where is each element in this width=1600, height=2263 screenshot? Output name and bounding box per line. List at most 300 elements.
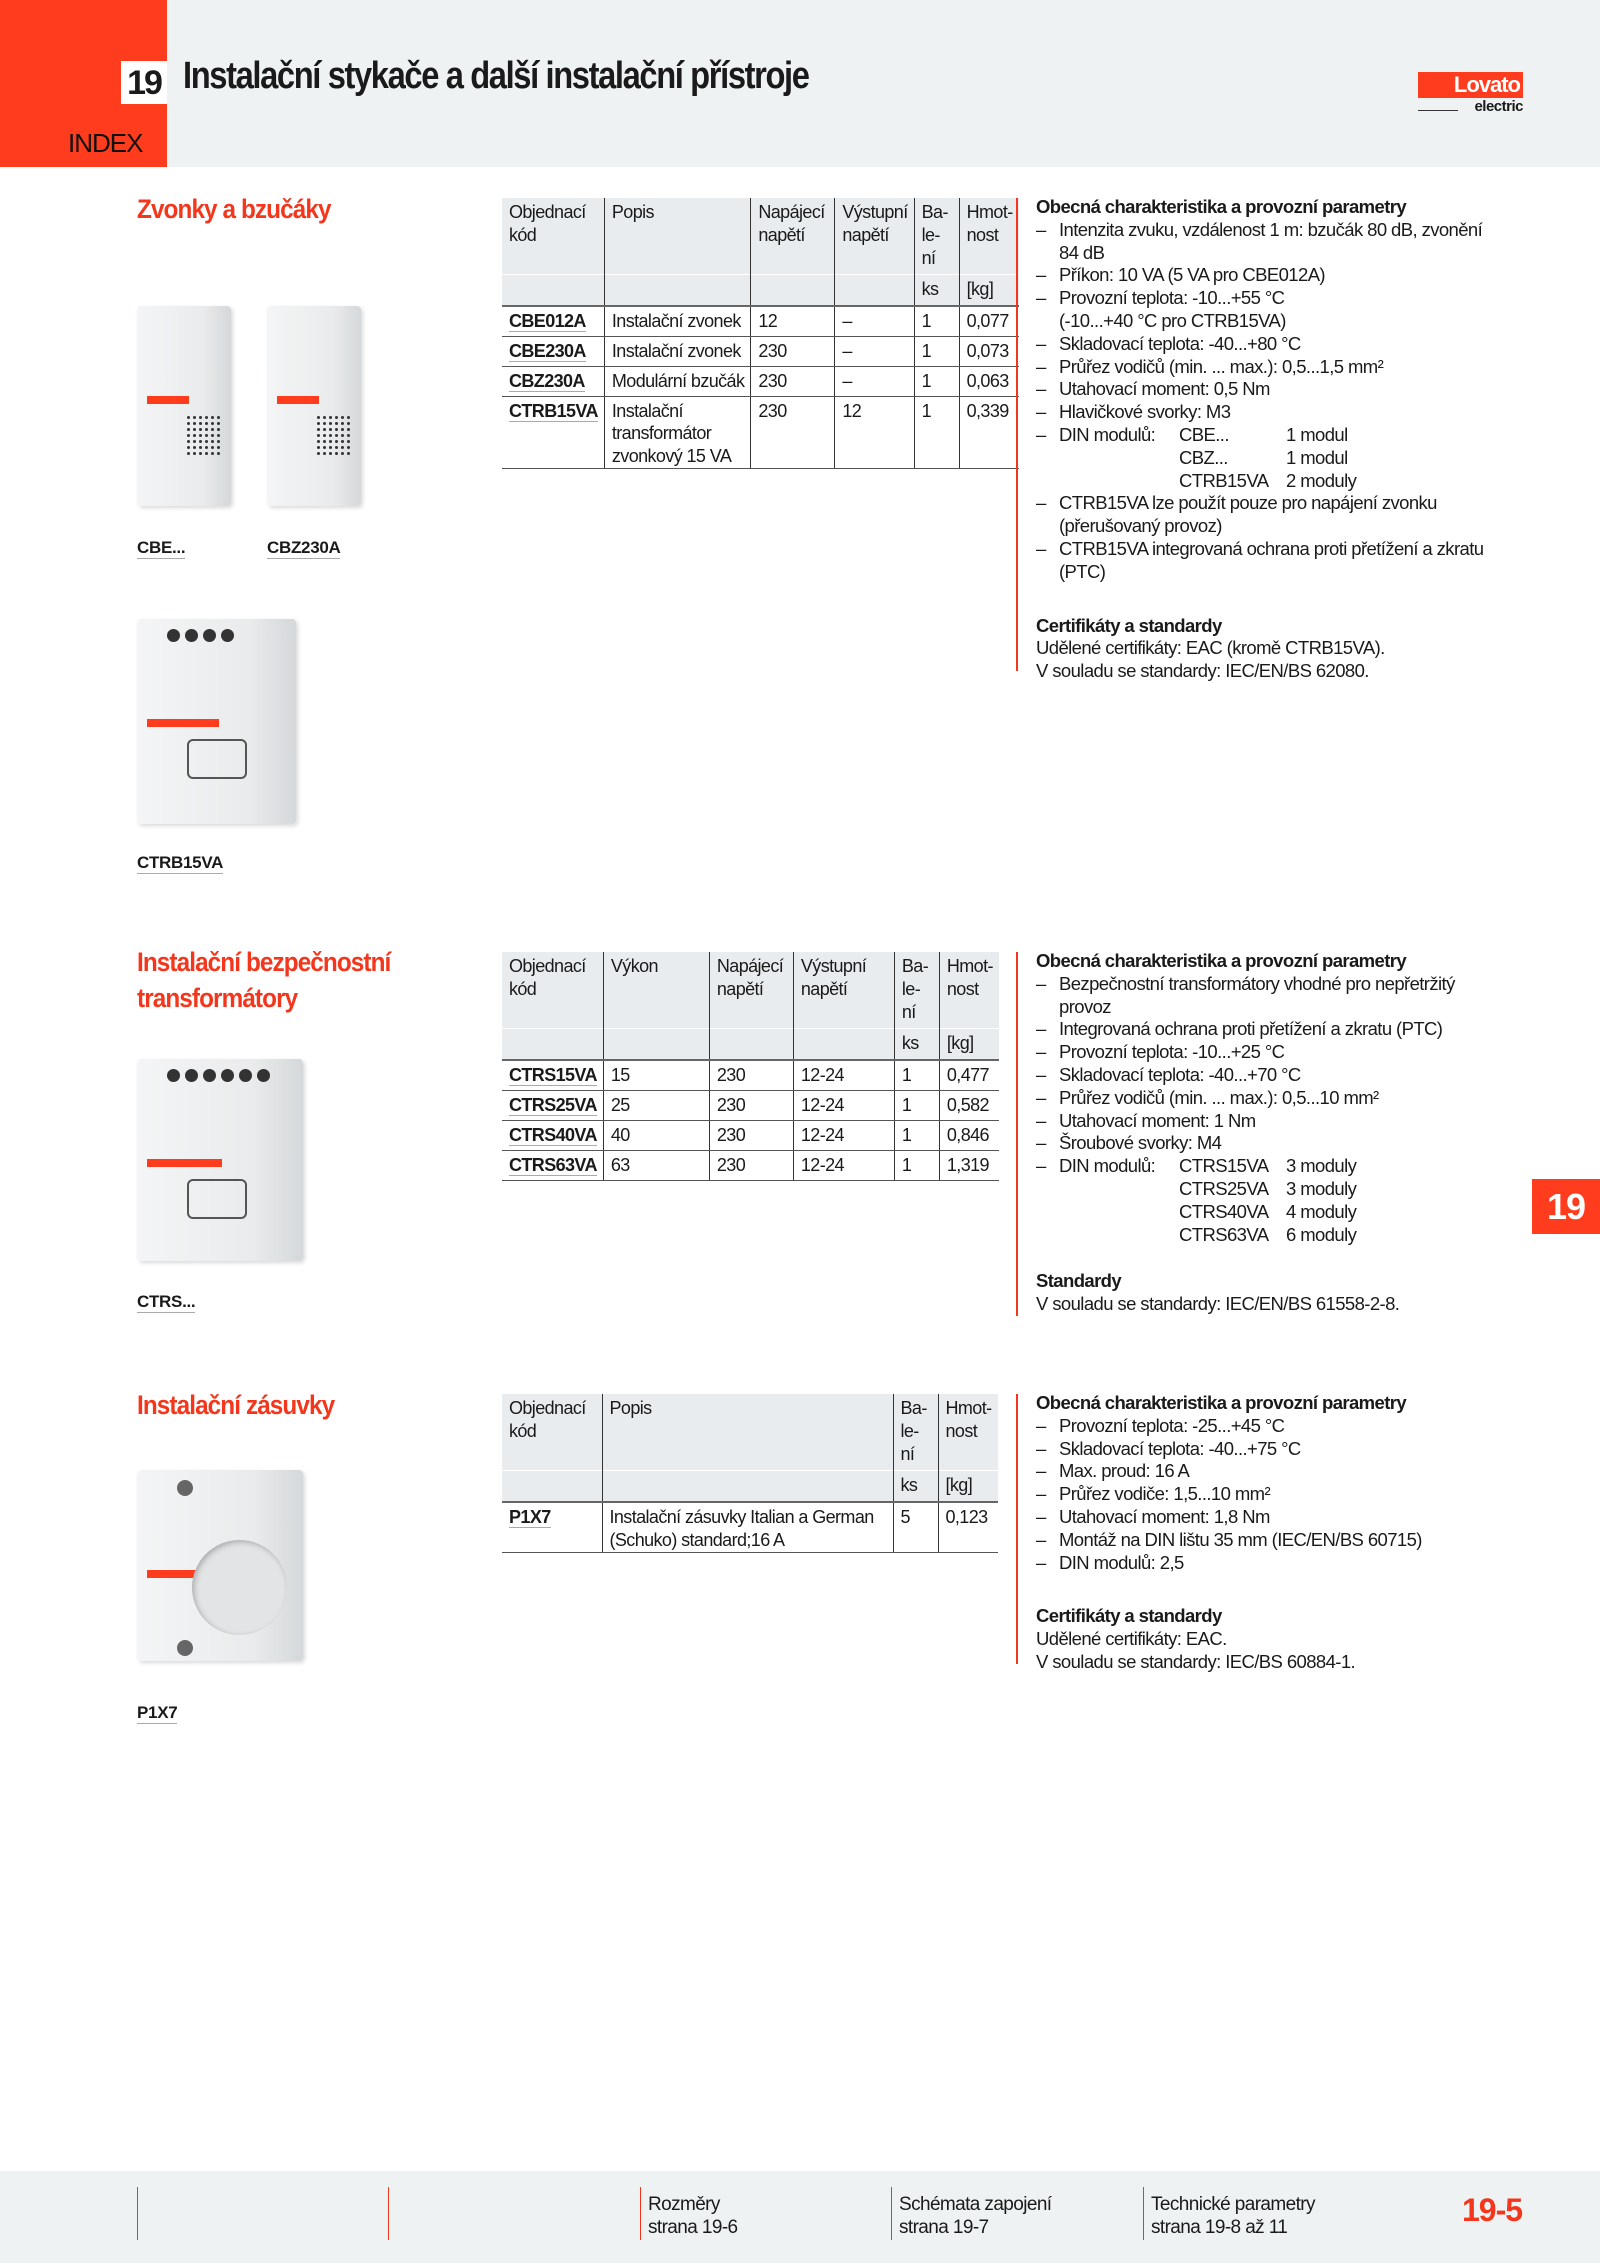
table-body (502, 1394, 998, 1552)
speaker-hole-icon (211, 446, 214, 449)
din-row (1059, 447, 1483, 470)
column-header-line: ní (901, 1001, 916, 1022)
bullet-dash-icon: – (1036, 1551, 1046, 1573)
bullet-dash-icon: – (1036, 1483, 1046, 1505)
bullet-dash-icon: – (1036, 218, 1046, 240)
column-header-line: napětí (758, 224, 805, 245)
table-cell (603, 1060, 709, 1090)
speaker-hole-icon (323, 434, 326, 437)
spec-line: Skladovací teplota: -40...+70 °C (1059, 1063, 1301, 1085)
bullet-dash-icon: – (1036, 287, 1046, 309)
bullet-dash-icon: – (1036, 423, 1046, 445)
table-cell (793, 1150, 894, 1180)
column-unit: ks (894, 1028, 939, 1060)
din-label (1059, 1224, 1179, 1247)
speaker-hole-icon (347, 446, 350, 449)
bullet-dash-icon: – (1036, 1528, 1046, 1550)
order-code-cell (502, 366, 604, 396)
table-cell (604, 336, 750, 366)
cell-line: 12-24 (800, 1094, 844, 1115)
spec-item (1036, 1110, 1455, 1133)
table-cell (894, 1150, 939, 1180)
cell-line: 1 (901, 1065, 912, 1085)
column-unit (502, 274, 604, 306)
order-code-cell (502, 1090, 603, 1120)
column-header-line: Hmot- (966, 202, 1013, 222)
lovato-badge-icon (277, 396, 319, 404)
spec-item (1036, 264, 1483, 287)
order-code-link[interactable]: P1X7 (509, 1507, 551, 1527)
speaker-hole-icon (347, 428, 350, 431)
lovato-badge-icon (147, 1159, 222, 1167)
section-divider (1016, 1394, 1018, 1664)
din-code: CTRS25VA (1179, 1177, 1269, 1199)
page-footer (0, 2171, 1600, 2263)
table-cell (751, 396, 835, 468)
terminal-screw-icon (167, 1069, 180, 1082)
table-header-row (502, 198, 1019, 274)
din-row (1059, 1178, 1455, 1201)
table-cell (939, 1150, 999, 1180)
column-unit: ks (914, 274, 959, 306)
product-table (502, 198, 1019, 469)
spec-item (1036, 401, 1483, 424)
bullet-dash-icon: – (1036, 1018, 1046, 1040)
column-header (602, 1394, 893, 1470)
product-label: CTRS... (137, 1292, 196, 1311)
column-header-line: nost (945, 1420, 978, 1441)
speaker-hole-icon (205, 416, 208, 419)
cell-line: 230 (758, 340, 787, 361)
table-cell (939, 1120, 999, 1150)
din-label (1059, 447, 1179, 470)
bullet-dash-icon: – (1036, 1414, 1046, 1436)
speaker-hole-icon (317, 422, 320, 425)
speaker-hole-icon (347, 440, 350, 443)
bullet-dash-icon: – (1036, 1437, 1046, 1459)
spec-line: 84 dB (1059, 241, 1105, 263)
footer-divider (891, 2187, 892, 2240)
table-cell (835, 366, 914, 396)
speaker-hole-icon (341, 446, 344, 449)
column-header-line: Objednací (509, 956, 586, 976)
column-header (604, 198, 750, 274)
table-cell (604, 306, 750, 336)
spec-item (1036, 1018, 1455, 1041)
bullet-dash-icon: – (1036, 1460, 1046, 1482)
column-unit (709, 1028, 793, 1060)
cell-line: – (842, 340, 852, 361)
lovato-badge-icon (147, 396, 189, 404)
speaker-hole-icon (205, 440, 208, 443)
column-header-line: Napájecí (758, 202, 825, 222)
footer-divider (388, 2187, 389, 2240)
cell-line: 0,582 (946, 1094, 989, 1115)
column-header (894, 952, 939, 1028)
footer-link-page: strana 19-7 (899, 2217, 989, 2238)
speaker-hole-icon (187, 422, 190, 425)
speaker-hole-icon (199, 434, 202, 437)
table-cell (709, 1090, 793, 1120)
column-header-line: ní (921, 247, 936, 268)
speaker-hole-icon (211, 434, 214, 437)
speaker-hole-icon (323, 452, 326, 455)
product-table (502, 952, 999, 1181)
page-number: 19-5 (1462, 2192, 1523, 2228)
order-code-link[interactable]: CTRS63VA (509, 1154, 597, 1175)
speaker-hole-icon (323, 428, 326, 431)
column-header-line: napětí (800, 978, 848, 999)
table-cell (835, 336, 914, 366)
table-cell (751, 366, 835, 396)
spec-item (1036, 1087, 1455, 1110)
cell-line: 1 (901, 1154, 912, 1175)
bullet-dash-icon: – (1036, 1041, 1046, 1063)
cert-heading: Certifikáty a standardy (1036, 1605, 1222, 1627)
order-code-cell (502, 1060, 603, 1090)
speaker-hole-icon (187, 452, 190, 455)
speaker-hole-icon (329, 416, 332, 419)
section-heading: Instalační bezpečnostní (137, 947, 391, 977)
cert-line: V souladu se standardy: IEC/BS 60884-1. (1036, 1650, 1356, 1672)
cell-line: (Schuko) standard;16 A (609, 1529, 785, 1550)
column-header (502, 952, 603, 1028)
product-image (137, 306, 231, 506)
order-code-cell (502, 1120, 603, 1150)
table-row (502, 1120, 999, 1150)
terminal-screw-icon (239, 1069, 252, 1082)
spec-line: Bezpečnostní transformátory vhodné pro nepřetržitý (1059, 972, 1455, 994)
table-cell (835, 396, 914, 468)
terminal-screw-icon (257, 1069, 270, 1082)
footer-link-dimensions[interactable] (648, 2193, 738, 2239)
bullet-dash-icon: – (1036, 1155, 1046, 1177)
column-header-line: nost (966, 224, 999, 245)
cell-line: 230 (716, 1065, 746, 1085)
speaker-hole-icon (341, 452, 344, 455)
cell-line: 1 (921, 370, 932, 391)
specifications (1036, 1392, 1422, 1674)
speaker-hole-icon (217, 446, 220, 449)
spec-item (1036, 1460, 1422, 1483)
speaker-hole-icon (341, 428, 344, 431)
column-unit: ks (893, 1470, 938, 1502)
bullet-dash-icon: – (1036, 378, 1046, 400)
bullet-dash-icon: – (1036, 355, 1046, 377)
table-row (502, 1502, 998, 1552)
speaker-hole-icon (335, 428, 338, 431)
cell-line: 0,077 (966, 311, 1009, 331)
table-cell (604, 366, 750, 396)
speaker-hole-icon (347, 422, 350, 425)
spec-item (1036, 538, 1483, 584)
cell-line: 0,063 (966, 370, 1009, 391)
cell-line: – (842, 311, 852, 331)
bullet-dash-icon: – (1036, 1063, 1046, 1085)
spec-line: Integrovaná ochrana proti přetížení a zkratu (PTC) (1059, 1018, 1443, 1040)
cell-line: 12-24 (800, 1154, 844, 1175)
column-header-line: Popis (611, 202, 654, 222)
din-row (1059, 1155, 1455, 1178)
table-cell (603, 1090, 709, 1120)
bullet-dash-icon: – (1036, 1086, 1046, 1108)
table-cell (709, 1060, 793, 1090)
column-header (502, 1394, 602, 1470)
section-heading: Instalační zásuvky (137, 1390, 335, 1420)
spec-line: (-10...+40 °C pro CTRB15VA) (1059, 309, 1286, 331)
speaker-hole-icon (217, 434, 220, 437)
footer-link-page: strana 19-8 až 11 (1151, 2217, 1288, 2238)
product-label: CBE... (137, 538, 186, 557)
din-row (1059, 1201, 1455, 1224)
footer-link-title: Rozměry (648, 2194, 720, 2215)
cell-line: 1 (921, 340, 932, 361)
column-unit (835, 274, 914, 306)
din-modules: 1 modul (1286, 423, 1348, 445)
speaker-hole-icon (329, 434, 332, 437)
terminal-screw-icon (221, 629, 234, 642)
cell-line: 12-24 (800, 1124, 844, 1145)
footer-link-page: strana 19-6 (648, 2217, 738, 2238)
cert-line: V souladu se standardy: IEC/EN/BS 61558-2-8. (1036, 1293, 1400, 1315)
speaker-hole-icon (211, 428, 214, 431)
bullet-dash-icon: – (1036, 1109, 1046, 1131)
order-code-link[interactable]: CBE230A (509, 340, 586, 361)
spec-line: Šroubové svorky: M4 (1059, 1132, 1222, 1154)
din-code: CTRS63VA (1179, 1223, 1269, 1245)
table-body (502, 952, 999, 1180)
spec-item (1036, 356, 1483, 379)
column-header-line: Popis (609, 1398, 652, 1418)
speaker-hole-icon (335, 452, 338, 455)
spec-item (1036, 1438, 1422, 1461)
speaker-hole-icon (187, 416, 190, 419)
speaker-hole-icon (217, 422, 220, 425)
column-unit (502, 1470, 602, 1502)
column-unit: [kg] (959, 274, 1019, 306)
order-code-link[interactable]: CTRS15VA (509, 1065, 597, 1085)
column-header-line: le- (921, 224, 940, 245)
cert-heading: Certifikáty a standardy (1036, 614, 1222, 636)
product-label: P1X7 (137, 1703, 178, 1722)
cell-line: 230 (716, 1124, 746, 1145)
column-header-line: ní (900, 1443, 915, 1464)
order-code-link[interactable]: CTRS25VA (509, 1094, 597, 1115)
product-label: CBZ230A (267, 538, 341, 557)
din-label: DIN modulů: (1059, 1155, 1156, 1177)
order-code-link[interactable]: CBE012A (509, 311, 586, 331)
order-code-cell (502, 306, 604, 336)
page-title: Instalační stykače a další instalační přístroje (183, 55, 809, 97)
product-table (502, 1394, 998, 1553)
speaker-hole-icon (217, 428, 220, 431)
spec-item (1036, 1132, 1455, 1155)
spec-line: CTRB15VA lze použít pouze pro napájení zvonku (1059, 492, 1437, 514)
cell-line: – (842, 370, 852, 391)
order-code-link[interactable]: CTRS40VA (509, 1124, 597, 1145)
speaker-hole-icon (329, 440, 332, 443)
cell-line: Instalační zásuvky Italian a German (609, 1507, 874, 1527)
din-row (1059, 1224, 1455, 1247)
spec-item (1036, 973, 1455, 1019)
column-header-line: Ba- (921, 202, 948, 222)
spec-line: CTRB15VA integrovaná ochrana proti přetížení a zkratu (1059, 537, 1484, 559)
bullet-dash-icon: – (1036, 332, 1046, 354)
column-unit (602, 1470, 893, 1502)
cell-line: 1 (921, 311, 932, 331)
cell-line: 40 (610, 1124, 630, 1145)
spec-line: Utahovací moment: 1 Nm (1059, 1109, 1256, 1131)
table-cell (793, 1060, 894, 1090)
speaker-hole-icon (205, 434, 208, 437)
index-link[interactable]: INDEX (68, 128, 143, 158)
spec-item (1036, 1506, 1422, 1529)
table-unit-row (502, 1028, 999, 1060)
speaker-hole-icon (199, 446, 202, 449)
table-cell (914, 366, 959, 396)
order-code-cell (502, 1150, 603, 1180)
bullet-dash-icon: – (1036, 264, 1046, 286)
speaker-hole-icon (205, 422, 208, 425)
speaker-hole-icon (187, 446, 190, 449)
speaker-hole-icon (187, 428, 190, 431)
speaker-hole-icon (317, 446, 320, 449)
table-cell (751, 306, 835, 336)
order-code-link[interactable]: CBZ230A (509, 370, 585, 391)
speaker-hole-icon (323, 416, 326, 419)
column-unit (502, 1028, 603, 1060)
table-cell (959, 336, 1019, 366)
table-cell (709, 1150, 793, 1180)
column-header-line: kód (509, 224, 537, 245)
spec-line: (PTC) (1059, 560, 1106, 582)
speaker-hole-icon (217, 440, 220, 443)
column-header (793, 952, 894, 1028)
speaker-hole-icon (199, 428, 202, 431)
column-header (939, 952, 999, 1028)
speaker-hole-icon (217, 416, 220, 419)
spec-item (1036, 424, 1483, 492)
column-header-line: Napájecí (716, 956, 784, 976)
speaker-hole-icon (211, 452, 214, 455)
column-header (603, 952, 709, 1028)
logo-underline (1418, 110, 1458, 111)
column-header (959, 198, 1019, 274)
bullet-dash-icon: – (1036, 1132, 1046, 1154)
spec-line: Provozní teplota: -25...+45 °C (1059, 1414, 1285, 1436)
transformer-symbol-icon (187, 1179, 247, 1219)
table-cell (914, 306, 959, 336)
footer-link-technical[interactable] (1151, 2193, 1315, 2239)
table-cell (793, 1120, 894, 1150)
din-label (1059, 470, 1179, 493)
cell-line: 0,846 (946, 1124, 989, 1145)
table-cell (894, 1060, 939, 1090)
speaker-hole-icon (193, 452, 196, 455)
spec-line: Průřez vodiče: 1,5...10 mm² (1059, 1483, 1271, 1505)
chapter-number: 19 (121, 61, 167, 104)
speaker-hole-icon (193, 446, 196, 449)
speaker-hole-icon (205, 446, 208, 449)
table-cell (939, 1090, 999, 1120)
column-header (893, 1394, 938, 1470)
table-row (502, 1090, 999, 1120)
table-row (502, 366, 1019, 396)
column-header-line: Ba- (901, 956, 929, 976)
column-header-line: Hmot- (945, 1398, 992, 1418)
column-header (938, 1394, 998, 1470)
column-header-line: le- (901, 978, 921, 999)
cert-line: V souladu se standardy: IEC/EN/BS 62080. (1036, 660, 1369, 682)
speaker-hole-icon (193, 416, 196, 419)
transformer-symbol-icon (187, 739, 247, 779)
footer-link-wiring[interactable] (899, 2193, 1051, 2239)
order-code-link[interactable]: CTRB15VA (509, 400, 598, 421)
column-header (709, 952, 793, 1028)
speaker-hole-icon (341, 440, 344, 443)
spec-line: Provozní teplota: -10...+25 °C (1059, 1041, 1285, 1063)
speaker-hole-icon (199, 416, 202, 419)
table-cell (602, 1502, 893, 1552)
terminal-screw-icon (203, 1069, 216, 1082)
speaker-hole-icon (211, 422, 214, 425)
cell-line: 230 (758, 370, 787, 391)
specifications (1036, 196, 1483, 683)
lovato-logo: Lovato (1418, 72, 1523, 98)
column-header-line: Hmot- (946, 956, 993, 976)
table-cell (603, 1120, 709, 1150)
speaker-hole-icon (329, 452, 332, 455)
speaker-hole-icon (205, 452, 208, 455)
table-cell (959, 306, 1019, 336)
din-code: CTRB15VA (1179, 469, 1269, 491)
cell-line: 12 (758, 311, 778, 331)
cert-line: Udělené certifikáty: EAC (kromě CTRB15VA). (1036, 637, 1385, 659)
column-header (835, 198, 914, 274)
speaker-hole-icon (329, 428, 332, 431)
table-cell (938, 1502, 998, 1552)
spec-item (1036, 287, 1483, 333)
terminal-screw-icon (185, 629, 198, 642)
bullet-dash-icon: – (1036, 401, 1046, 423)
speaker-hole-icon (347, 416, 350, 419)
speaker-hole-icon (347, 434, 350, 437)
din-row (1059, 424, 1483, 447)
product-label: CTRB15VA (137, 853, 224, 872)
speaker-hole-icon (317, 452, 320, 455)
cell-line: 25 (610, 1094, 630, 1115)
spec-line: Utahovací moment: 1,8 Nm (1059, 1505, 1270, 1527)
spec-line: Hlavičkové svorky: M3 (1059, 401, 1231, 423)
table-cell (709, 1120, 793, 1150)
table-cell (959, 396, 1019, 468)
din-modules: 3 moduly (1286, 1155, 1357, 1177)
cell-line: 15 (610, 1065, 630, 1085)
chapter-side-tab[interactable]: 19 (1532, 1179, 1600, 1234)
cell-line: 0,477 (946, 1065, 989, 1085)
speaker-hole-icon (211, 416, 214, 419)
speaker-hole-icon (323, 446, 326, 449)
spec-line: Montáž na DIN lištu 35 mm (IEC/EN/BS 60715) (1059, 1528, 1422, 1550)
cell-line: Instalační zvonek (611, 340, 741, 361)
spec-line: DIN modulů: 2,5 (1059, 1551, 1184, 1573)
spec-item (1036, 378, 1483, 401)
speaker-hole-icon (193, 428, 196, 431)
terminal-screw-icon (177, 1480, 193, 1496)
cell-line: transformátor (611, 423, 712, 444)
din-code: CBE... (1179, 423, 1229, 445)
terminal-screw-icon (167, 629, 180, 642)
